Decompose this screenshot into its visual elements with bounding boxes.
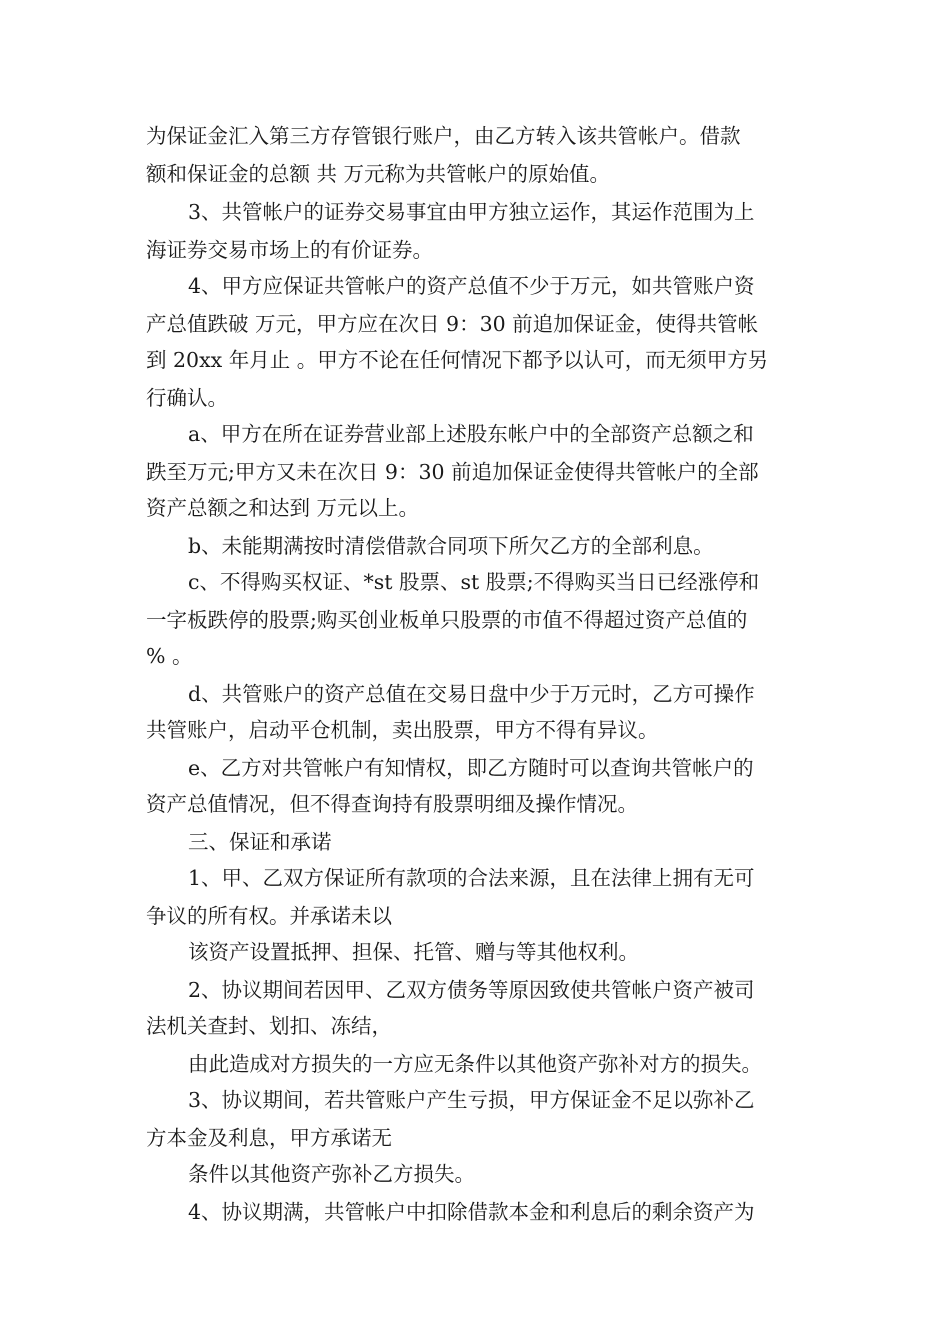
paragraph-line: 为保证金汇入第三方存管银行账户，由乙方转入该共管帐户。借款 <box>146 124 741 148</box>
paragraph-line: 到 20xx 年月止 。甲方不论在任何情况下都予以认可，而无须甲方另 <box>146 348 769 372</box>
paragraph-line: 共管账户，启动平仓机制，卖出股票，甲方不得有异议。 <box>146 718 659 742</box>
paragraph-line: 资产总额之和达到 万元以上。 <box>146 496 420 520</box>
paragraph-line: 海证券交易市场上的有价证券。 <box>146 238 433 262</box>
paragraph-line: 法机关查封、划扣、冻结， <box>146 1014 392 1038</box>
paragraph-line: 3、协议期间，若共管账户产生亏损，甲方保证金不足以弥补乙 <box>188 1088 755 1112</box>
paragraph-line: 资产总值情况，但不得查询持有股票明细及操作情况。 <box>146 792 638 816</box>
paragraph-line: c、不得购买权证、*st 股票、st 股票;不得购买当日已经涨停和 <box>188 570 760 594</box>
paragraph-line: 该资产设置抵押、担保、托管、赠与等其他权利。 <box>188 940 639 964</box>
paragraph-line: b、未能期满按时清偿借款合同项下所欠乙方的全部利息。 <box>188 534 714 558</box>
paragraph-line: 4、协议期满，共管帐户中扣除借款本金和利息后的剩余资产为 <box>188 1200 755 1224</box>
paragraph-line: 由此造成对方损失的一方应无条件以其他资产弥补对方的损失。 <box>188 1052 762 1076</box>
paragraph-line: 方本金及利息，甲方承诺无 <box>146 1126 392 1150</box>
paragraph-line: 行确认。 <box>146 386 228 410</box>
paragraph-line: 2、协议期间若因甲、乙双方债务等原因致使共管帐户资产被司 <box>188 978 755 1002</box>
paragraph-line: 额和保证金的总额 共 万元称为共管帐户的原始值。 <box>146 162 611 186</box>
paragraph-line: 条件以其他资产弥补乙方损失。 <box>188 1162 475 1186</box>
paragraph-line: 3、共管帐户的证券交易事宜由甲方独立运作，其运作范围为上 <box>188 200 755 224</box>
section-heading: 三、保证和承诺 <box>188 830 332 854</box>
paragraph-line: 跌至万元;甲方又未在次日 9：30 前追加保证金使得共管帐户的全部 <box>146 460 759 484</box>
paragraph-line: % 。 <box>146 644 193 668</box>
paragraph-line: e、乙方对共管帐户有知情权，即乙方随时可以查询共管帐户的 <box>188 756 754 780</box>
paragraph-line: 4、甲方应保证共管帐户的资产总值不少于万元，如共管账户资 <box>188 274 755 298</box>
paragraph-line: d、共管账户的资产总值在交易日盘中少于万元时，乙方可操作 <box>188 682 755 706</box>
paragraph-line: 争议的所有权。并承诺未以 <box>146 904 392 928</box>
paragraph-line: a、甲方在所在证券营业部上述股东帐户中的全部资产总额之和 <box>188 422 754 446</box>
paragraph-line: 1、甲、乙双方保证所有款项的合法来源，且在法律上拥有无可 <box>188 866 755 890</box>
paragraph-line: 一字板跌停的股票;购买创业板单只股票的市值不得超过资产总值的 <box>146 608 748 632</box>
paragraph-line: 产总值跌破 万元，甲方应在次日 9：30 前追加保证金，使得共管帐 <box>146 312 759 336</box>
